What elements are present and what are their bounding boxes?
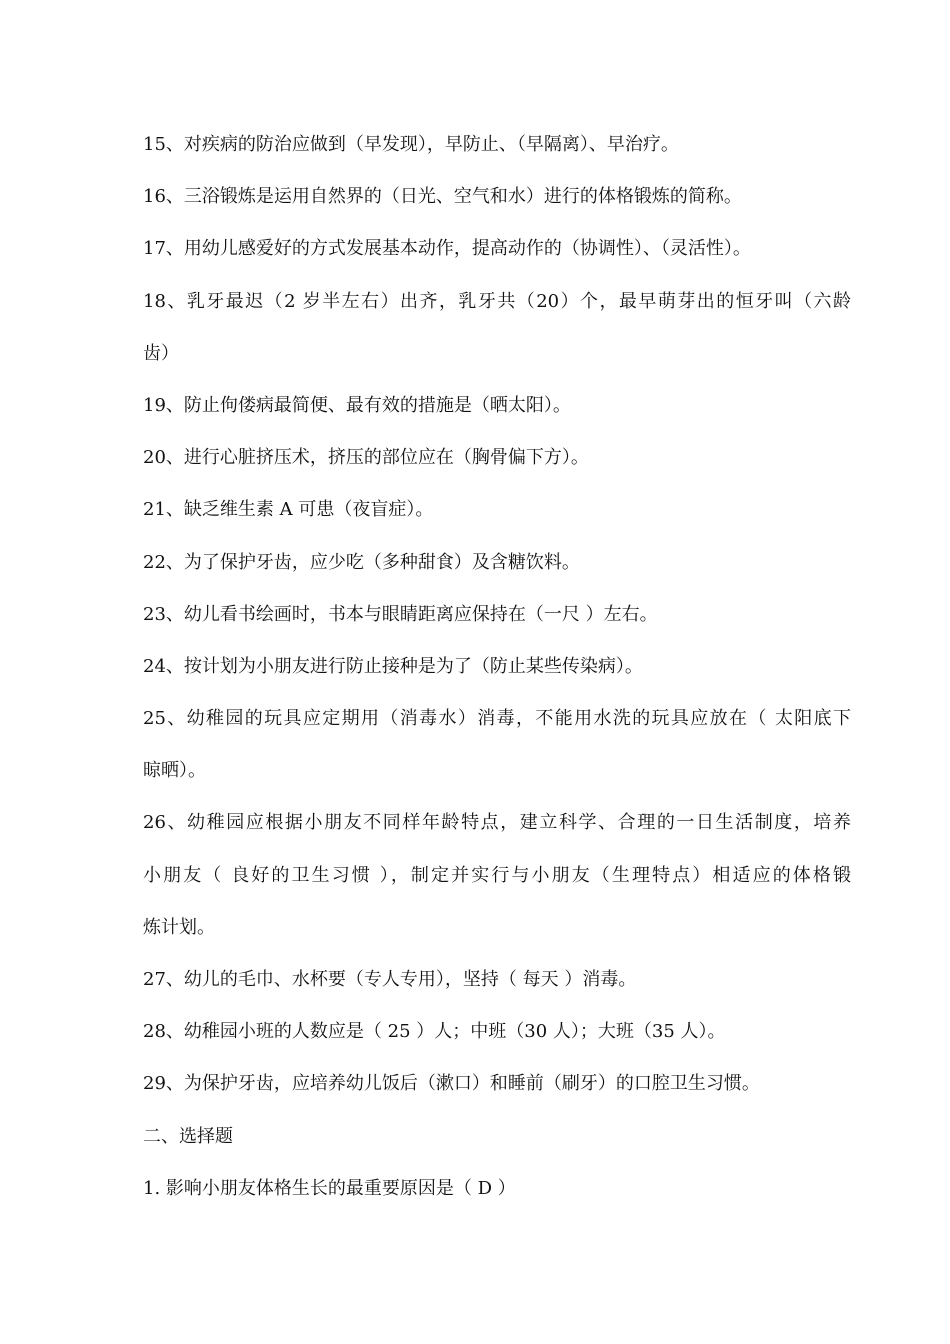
text-line: 25、幼稚园的玩具应定期用（消毒水）消毒，不能用水洗的玩具应放在（ 太阳底下 xyxy=(143,708,851,730)
text-line: 26、幼稚园应根据小朋友不同样年龄特点，建立科学、合理的一日生活制度，培养 xyxy=(143,812,851,834)
text-line: 28、幼稚园小班的人数应是（ 25 ）人；中班（30 人）；大班（35 人）。 xyxy=(143,1021,726,1043)
text-line: 晾晒）。 xyxy=(143,760,206,782)
section-heading: 二、选择题 xyxy=(143,1125,233,1147)
text-line: 24、按计划为小朋友进行防止接种是为了（防止某些传染病）。 xyxy=(143,655,643,677)
text-line: 21、缺乏维生素 A 可患（夜盲症）。 xyxy=(143,499,434,521)
text-line: 27、幼儿的毛巾、水杯要（专人专用），坚持（ 每天 ）消毒。 xyxy=(143,969,637,990)
text-line: 炼计划。 xyxy=(143,916,215,938)
text-line: 18、乳牙最迟（2 岁半左右）出齐，乳牙共（20）个，最早萌芽出的恒牙叫（六龄 xyxy=(143,290,851,312)
question-line: 1. 影响小朋友体格生长的最重要原因是（ D ） xyxy=(143,1177,516,1199)
text-line: 齿） xyxy=(143,342,179,364)
text-line: 23、幼儿看书绘画时，书本与眼睛距离应保持在（一尺 ）左右。 xyxy=(143,603,658,625)
text-line: 19、防止佝偻病最简便、最有效的措施是（晒太阳）。 xyxy=(143,394,571,416)
text-line: 22、为了保护牙齿，应少吃（多种甜食）及含糖饮料。 xyxy=(143,551,580,573)
document-body xyxy=(143,119,851,1215)
text-line: 29、为保护牙齿，应培养幼儿饭后（漱口）和睡前（刷牙）的口腔卫生习惯。 xyxy=(143,1073,760,1095)
text-line: 20、进行心脏挤压术，挤压的部位应在（胸骨偏下方）。 xyxy=(143,447,589,469)
text-line: 15、对疾病的防治应做到（早发现），早防止、（早隔离）、早治疗。 xyxy=(143,134,679,155)
text-line: 17、用幼儿感爱好的方式发展基本动作，提高动作的（协调性）、（灵活性）。 xyxy=(143,238,751,260)
text-line: 16、三浴锻炼是运用自然界的（日光、空气和水）进行的体格锻炼的简称。 xyxy=(143,186,742,208)
text-line: 小朋友（ 良好的卫生习惯 ），制定并实行与小朋友（生理特点）相适应的体格锻 xyxy=(143,864,851,886)
